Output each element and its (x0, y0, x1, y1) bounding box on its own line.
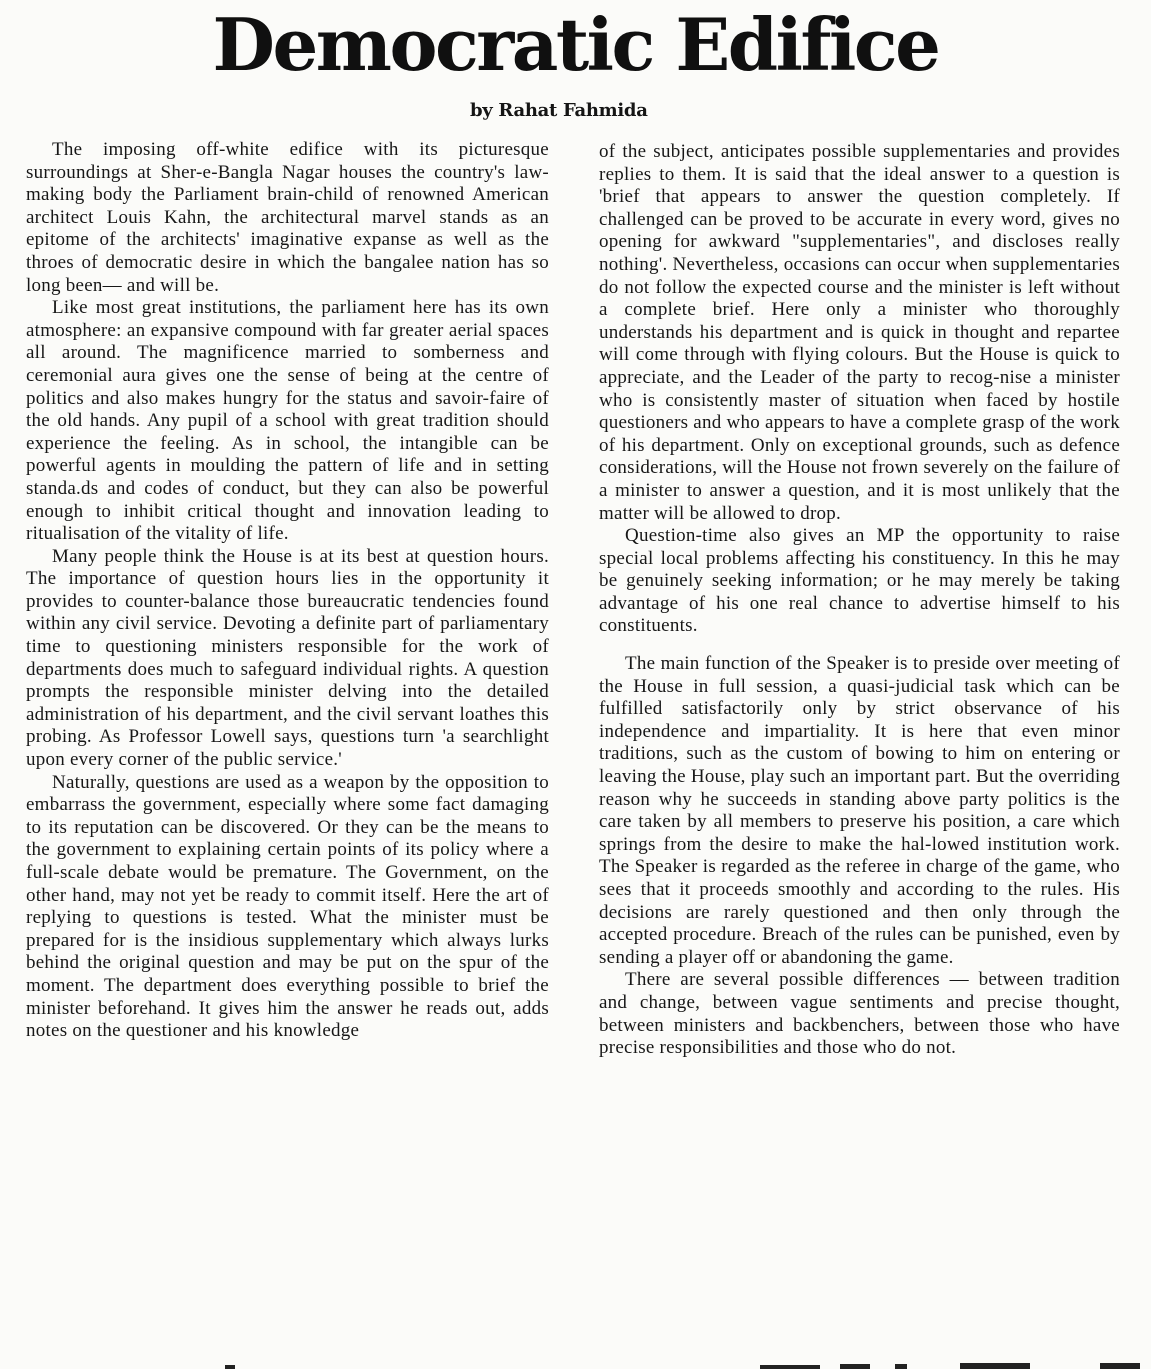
paragraph: There are several possible differences — between tradition and change, between vague sentiments and precise thought, between ministers and backbenchers, between those who have precise responsibilities and those who do not. (599, 969, 1120, 1059)
paragraph: The main function of the Speaker is to preside over meeting of the House in full session, a quasi-judicial task which can be fulfilled satisfactorily only by strict observance of his independence and impartiality. It is here that even minor traditions, such as the custom of bowing to him on entering or leaving the House, play such an important part. But the overriding reason why he succeeds in standing above party politics is the care taken by all members to preserve his position, a care which springs from the desire to make the hal-lowed institution work. The Speaker is regarded as the referee in charge of the game, who sees that it proceeds smoothly and according to the rules. His decisions are rarely questioned and then only through the accepted procedure. Breach of the rules can be punished, even by sending a player off or abandoning the game. (599, 653, 1120, 968)
cropped-bottom-edge (0, 1362, 1151, 1369)
paragraph: Question-time also gives an MP the opportunity to raise special local problems affecting his constituency. In this he may be genuinely seeking information; or he may merely be taking advantage of his one real chance to advertise himself to his constituents. (599, 525, 1120, 637)
article-title: Democratic Edifice (212, 2, 939, 87)
paragraph: The imposing off-white edifice with its picturesque surroundings at Sher-e-Bangla Nagar houses the country's law-making body the Parliament brain-child of renowned American architect Louis Kahn, the architectural marvel stands as an epitome of the architects' imaginative expanse as well as the throes of democratic desire in which the bangalee nation has so long been— and will be. (26, 139, 549, 296)
left-column (26, 139, 549, 1043)
paragraph: Naturally, questions are used as a weapon by the opposition to embarrass the government, especially where some fact damaging to its reputation can be discovered. Or they can be the means to the government to explaining certain points of its policy where a full-scale debate would be premature. The Government, on the other hand, may not yet be ready to commit itself. Here the art of replying to questions is tested. What the minister must be prepared for is the insidious supplementary which always lurks behind the original question and may be put on the spur of the moment. The department does everything possible to brief the minister beforehand. It gives him the answer he reads out, adds notes on the questioner and his knowledge (26, 771, 549, 1042)
next-article-fragment (0, 1362, 1151, 1369)
paragraph: Like most great institutions, the parliament here has its own atmosphere: an expansive compound with far greater aerial spaces all around. The magnificence married to somberness and ceremonial aura gives one the sense of being at the centre of politics and also makes hungry for the status and savoir-faire of the old hands. Any pupil of a school with great tradition should experience the feeling. As in school, the intangible can be powerful agents in moulding the pattern of life and in setting standa.ds and codes of conduct, but they can also be powerful enough to inhibit critical thought and innovation leading to ritualisation of the vitality of life. (26, 297, 549, 545)
paragraph-continued: of the subject, anticipates possible supplementaries and provides replies to them. It is said that the ideal answer to a question is 'brief that appears to answer the question completely. If challenged can be proved to be accurate in every word, gives no opening for awkward "supplementaries", and discloses really nothing'. Nevertheless, occasions can occur when supplementaries do not follow the expected course and the minister is left without a complete brief. Here only a minister who thoroughly understands his department and is quick in thought and repartee will come through with flying colours. But the House is quick to appreciate, and the Leader of the party to recog-nise a minister who is consistently master of situation when faced by hostile questioners and who appears to have a complete grasp of the work of his department. Only on exceptional grounds, such as defence considerations, will the House not frown severely on the failure of a minister to answer a question, and it is most unlikely that the matter will be allowed to drop. (599, 141, 1120, 524)
article-byline: by Rahat Fahmida (470, 100, 648, 121)
paragraph: Many people think the House is at its best at question hours. The importance of question hours lies in the opportunity it provides to counter-balance those bureaucratic tendencies found within any civil service. Devoting a definite part of parliamentary time to questioning ministers responsible for the work of departments does much to safeguard individual rights. A question prompts the responsible minister delving into the detailed administration of his department, and the civil servant loathes this probing. As Professor Lowell says, questions turn 'a searchlight upon every corner of the public service.' (26, 545, 549, 771)
right-column (599, 141, 1120, 1060)
